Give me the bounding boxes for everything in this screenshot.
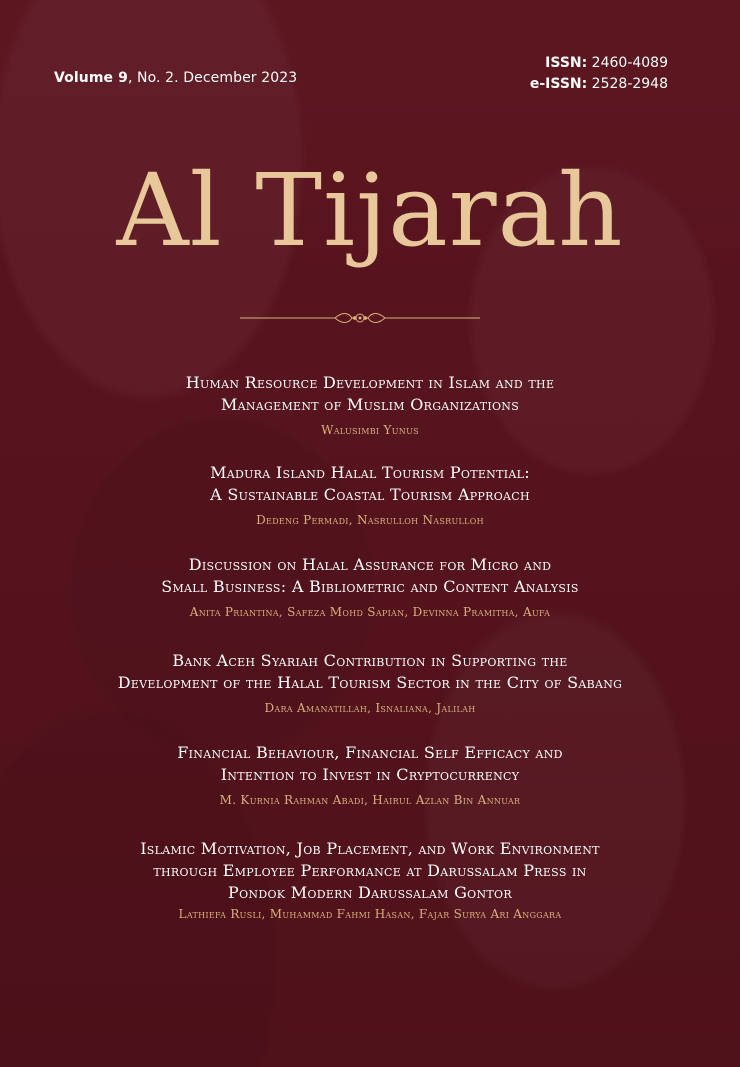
article-title-line: Financial Behaviour, Financial Self Efficacy and [177,743,563,762]
article-title-line: Pondok Modern Darussalam Gontor [228,883,512,902]
eissn-value: 2528-2948 [587,76,668,92]
article-title-line: Development of the Halal Tourism Sector in the City of Sabang [117,673,623,692]
article-title-line: Small Business: A Bibliometric and Content Analysis [161,577,579,596]
article-title-line: through Employee Performance at Darussalam Press in [153,861,587,880]
article-5 [40,742,700,808]
article-6 [40,838,700,922]
eissn-label: e-ISSN: [529,76,588,92]
article-authors: Anita Priantina, Safeza Mohd Sapian, Devinna Pramitha, Aufa [189,605,551,619]
article-title-line: Management of Muslim Organizations [220,395,520,414]
issn-label: ISSN: [545,55,588,71]
article-2 [40,462,700,528]
article-title [40,462,700,506]
issn-line [530,53,668,74]
article-4 [40,650,700,716]
article-title-line: Intention to Invest in Cryptocurrency [220,765,520,784]
article-title [40,554,700,598]
article-authors: Dedeng Permadi, Nasrulloh Nasrulloh [256,513,484,527]
article-title [40,742,700,786]
volume-issue [54,70,297,86]
article-authors: Walusimbi Yunus [321,423,419,437]
journal-title: Al Tijarah [116,152,624,269]
eissn-line [530,74,668,95]
article-authors: Lathiefa Rusli, Muhammad Fahmi Hasan, Fajar Surya Ari Anggara [178,907,562,921]
article-authors: M. Kurnia Rahman Abadi, Hairul Azlan Bin Annuar [219,793,521,807]
flourish-divider-icon [240,308,480,328]
article-3 [40,554,700,620]
article-title-line: Bank Aceh Syariah Contribution in Supporting the [172,651,568,670]
article-title [40,372,700,416]
article-title-line: Madura Island Halal Tourism Potential: [210,463,530,482]
article-title-line: Human Resource Development in Islam and the [185,373,555,392]
article-title-line: Discussion on Halal Assurance for Micro and [188,555,552,574]
issn-value: 2460-4089 [587,55,668,71]
volume-number: Volume 9 [54,70,128,86]
article-title [40,650,700,694]
article-authors: Dara Amanatillah, Isnaliana, Jalilah [264,701,476,715]
issue-date: , No. 2. December 2023 [127,70,298,86]
article-1 [40,372,700,438]
article-title-line: A Sustainable Coastal Tourism Approach [210,485,530,504]
article-title-line: Islamic Motivation, Job Placement, and Work Environment [140,839,600,858]
issn-block [530,53,668,95]
article-title [40,838,700,904]
